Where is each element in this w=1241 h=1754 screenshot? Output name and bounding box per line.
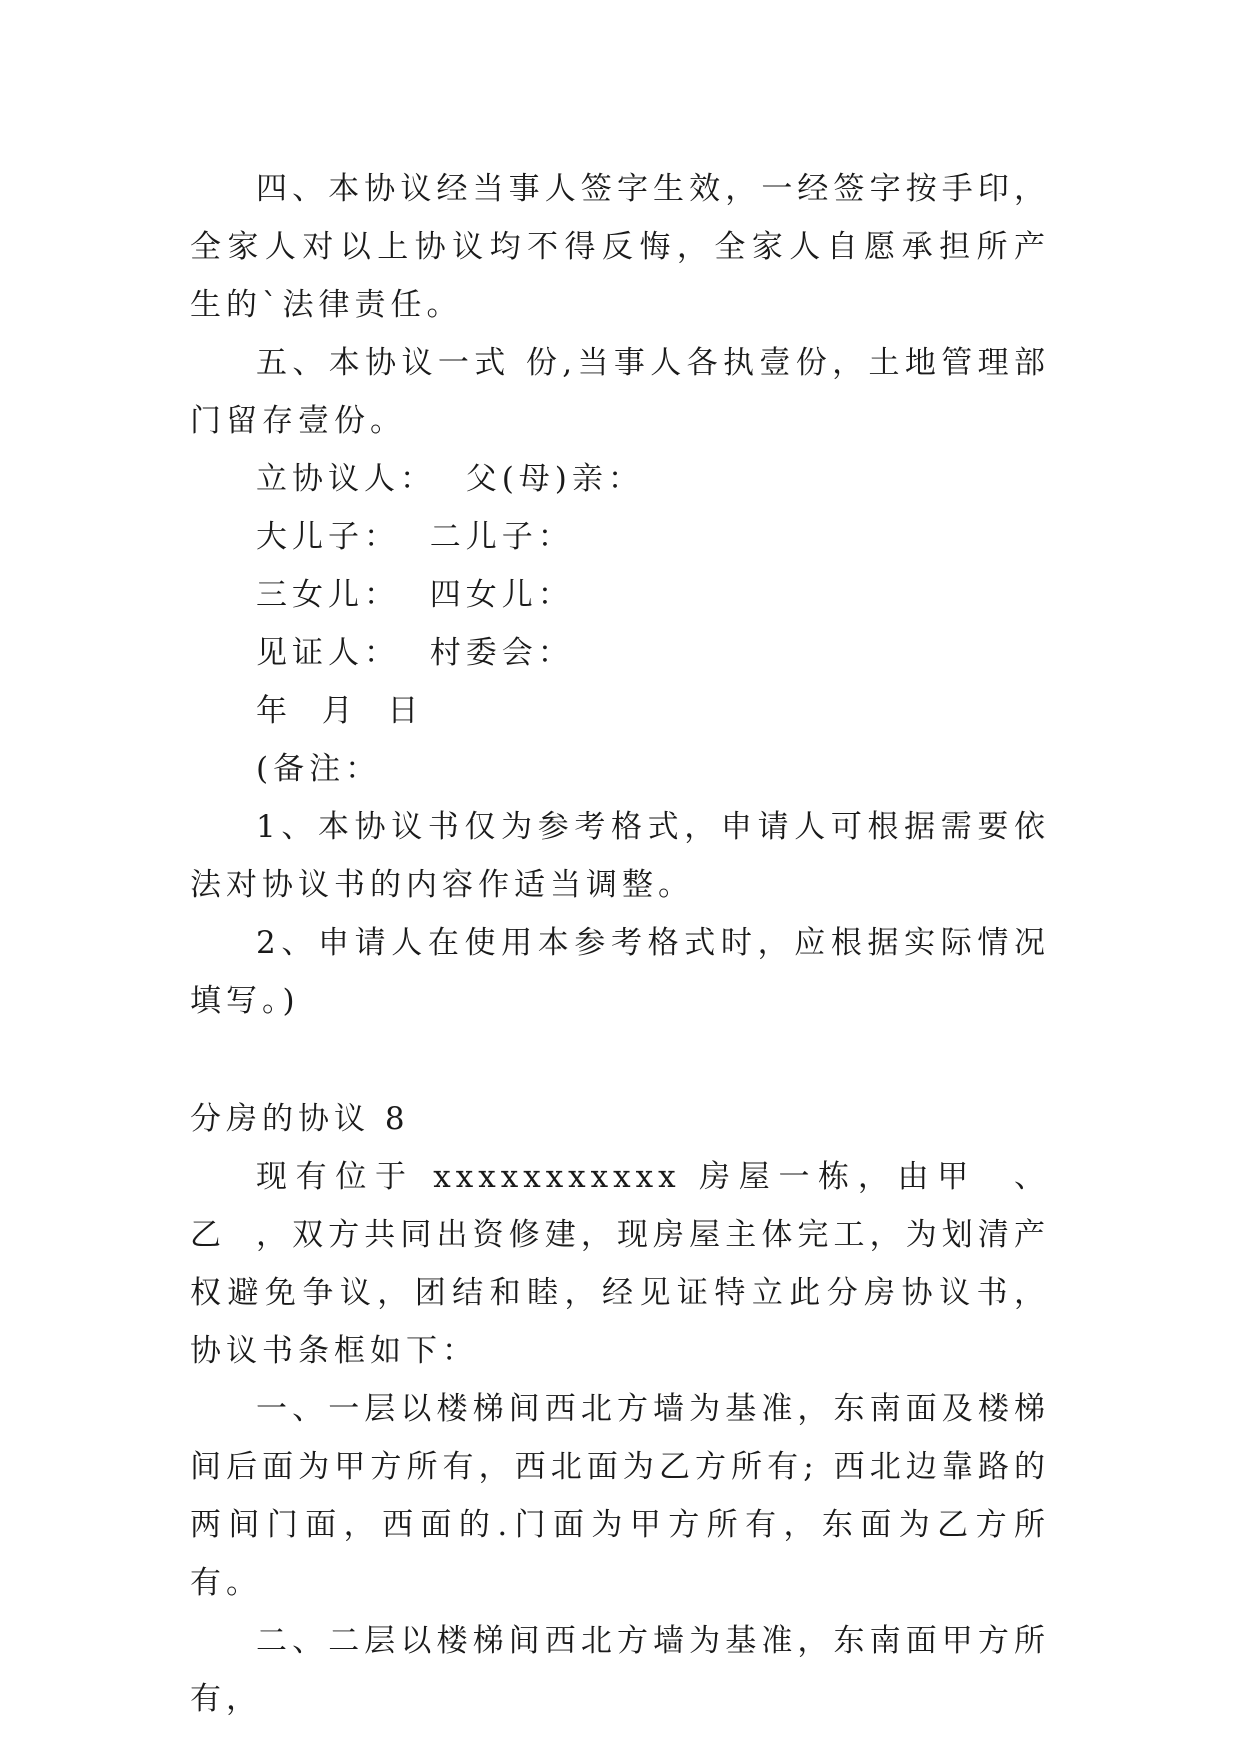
paragraph-clause-2: 二、二层以楼梯间西北方墙为基准，东南面甲方所有，: [190, 1623, 1050, 1717]
paragraph-intro: 现有位于 xxxxxxxxxxx 房屋一栋，由甲 、 乙 ，双方共同出资修建，现房屋主体完工，为划清产权避免争议，团结和睦，经见证特立此分房协议书，协议书条框如下：: [190, 1159, 1080, 1369]
date-line: 年 月 日: [256, 693, 424, 729]
signature-line-parties: 立协议人： 父(母)亲：: [256, 461, 644, 497]
section-title: 分房的协议 8: [190, 1101, 410, 1137]
signature-line-daughters: 三女儿： 四女儿：: [256, 577, 574, 613]
note-item-2: 2、申请人在使用本参考格式时，应根据实际情况填写。): [190, 925, 1050, 1019]
paragraph-clause-1: 一、一层以楼梯间西北方墙为基准，东南面及楼梯间后面为甲方所有，西北面为乙方所有; 西北边靠路的两间门面，西面的.门面为甲方所有，东面为乙方所有。: [190, 1391, 1050, 1601]
document-body: [190, 160, 1080, 1728]
note-heading: (备注：: [256, 751, 382, 787]
signature-line-sons: 大儿子： 二儿子：: [256, 519, 574, 555]
paragraph-clause-5: 五、本协议一式 份,当事人各执壹份，土地管理部门留存壹份。: [190, 345, 1050, 439]
paragraph-clause-4: 四、本协议经当事人签字生效，一经签字按手印，全家人对以上协议均不得反悔，全家人自愿承担所产生的`法律责任。: [190, 171, 1050, 323]
signature-line-witness: 见证人： 村委会：: [256, 635, 574, 671]
note-item-1: 1、本协议书仅为参考格式，申请人可根据需要依法对协议书的内容作适当调整。: [190, 809, 1050, 903]
